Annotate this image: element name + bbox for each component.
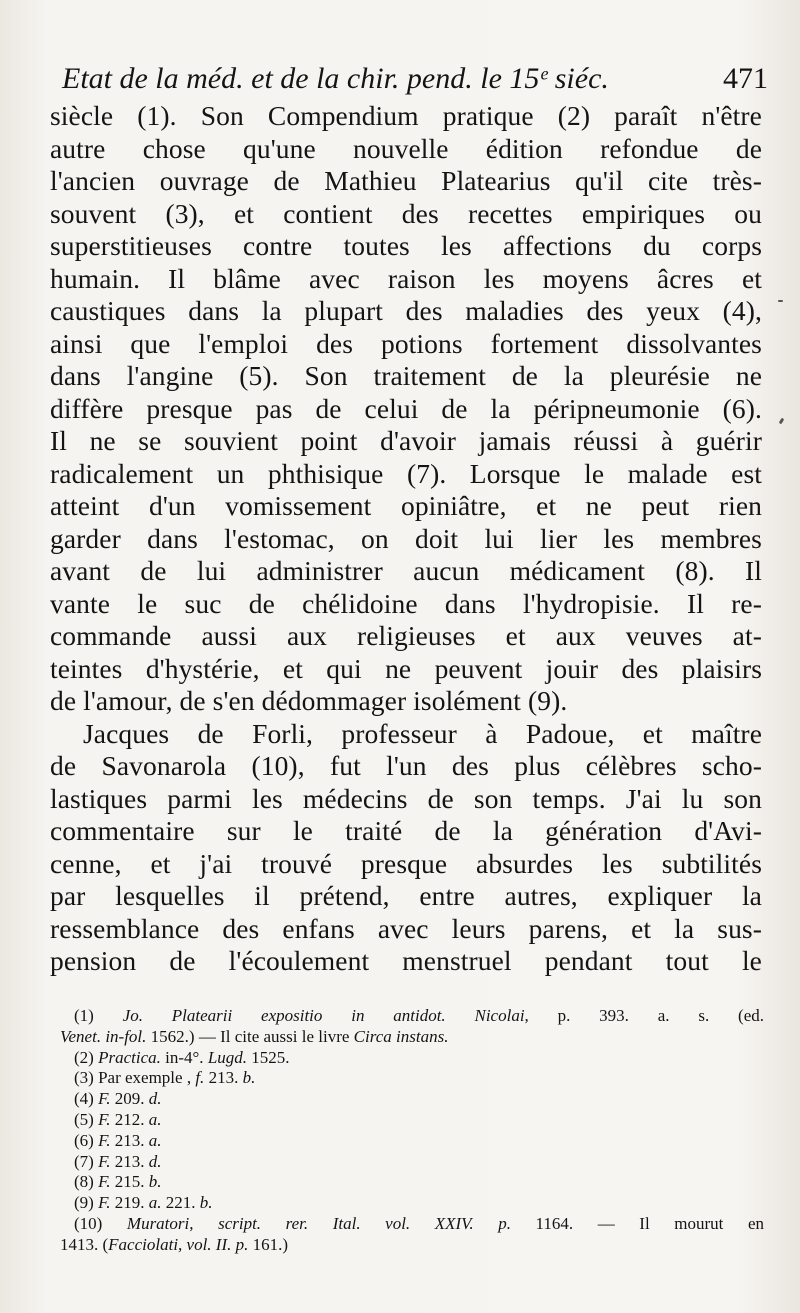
text-line: Jacques de Forli, professeur à Padoue, et maître <box>83 717 762 749</box>
footnote-citation: b. <box>199 1193 213 1213</box>
text-line: siècle (1). Son Compendium pratique (2) paraît n'être <box>50 100 762 131</box>
text-line: diffère presque pas de celui de la péripneumonie (6). <box>50 392 762 424</box>
text-line: radicalement un phthisique (7). Lorsque le malade est <box>50 457 762 489</box>
footnote-citation: Practica. <box>98 1047 161 1067</box>
text-line: par lesquelles il prétend, entre autres, expliquer la <box>50 880 762 911</box>
footnote-citation: Facciolati, vol. II. p. <box>108 1234 249 1254</box>
footnote-8 <box>74 1172 764 1193</box>
footnote-marker: (2) <box>74 1047 94 1067</box>
footnote-citation: F. <box>98 1193 111 1213</box>
footnote-text: 213. <box>204 1068 243 1088</box>
footnote-marker: (6) <box>74 1130 94 1150</box>
footnote-text: , p. 393. a. s. (ed. <box>524 1006 764 1025</box>
text-line: l'ancien ouvrage de Mathieu Platearius qu'il cite très- <box>50 165 762 196</box>
footnote-citation: b. <box>242 1068 256 1088</box>
text-line: dans l'angine (5). Son traitement de la pleurésie ne <box>50 360 762 391</box>
footnote-2 <box>74 1048 764 1069</box>
footnote-5 <box>74 1110 764 1131</box>
footnote-citation: F. <box>98 1130 111 1150</box>
footnote-text: 1562.) — Il cite aussi le livre <box>146 1026 354 1046</box>
text-line: commande aussi aux religieuses et aux veuves at- <box>50 620 762 651</box>
footnote-citation: F. <box>98 1172 111 1192</box>
footnote-7 <box>74 1152 764 1173</box>
ink-speck <box>779 418 785 425</box>
footnote-text: 1413. ( <box>60 1234 109 1254</box>
footnote-text: 212. <box>110 1109 149 1129</box>
body-text <box>50 100 762 978</box>
footnote-text: 1164. — Il mourut en <box>510 1213 764 1233</box>
footnote-marker: (5) <box>74 1109 94 1129</box>
footnote-citation: d. <box>148 1089 162 1109</box>
footnote-text: 213. <box>110 1151 149 1171</box>
text-line: ressemblance des enfans avec leurs parens, et la sus- <box>50 912 762 944</box>
footnote-citation: f. <box>195 1068 205 1088</box>
footnote-citation: F. <box>98 1151 111 1171</box>
footnote-text: 1525. <box>247 1047 290 1067</box>
text-line: cenne, et j'ai trouvé presque absurdes les subtilités <box>50 847 762 879</box>
text-line: commentaire sur le traité de la génération d'Avi- <box>50 815 762 846</box>
footnote-citation: a. <box>148 1130 162 1150</box>
footnote-4 <box>74 1089 764 1110</box>
text-line: de Savonarola (10), fut l'un des plus célèbres scho- <box>50 750 762 781</box>
footnote-citation: Muratori, script. rer. Ital. vol. XXIV. p. <box>126 1213 511 1233</box>
footnote-marker: (8) <box>74 1172 94 1192</box>
footnote-citation: F. <box>98 1089 111 1109</box>
text-line: teintes d'hystérie, et qui ne peuvent jouir des plaisirs <box>50 652 762 684</box>
footnote-citation: Circa instans. <box>353 1026 449 1046</box>
page-number: 471 <box>723 62 768 95</box>
footnote-6 <box>74 1131 764 1152</box>
footnote-9 <box>74 1193 764 1214</box>
text-line: ainsi que l'emploi des potions fortement dissolvantes <box>50 327 762 359</box>
text-line: de l'amour, de s'en dédommager isolément (9). <box>50 685 568 716</box>
footnote-marker: (4) <box>74 1089 94 1109</box>
text-line: atteint d'un vomissement opiniâtre, et ne peut rien <box>50 490 762 521</box>
running-title: Etat de la méd. et de la chir. pend. le 15ᵉ siéc. <box>62 62 609 95</box>
text-line: avant de lui administrer aucun médicament (8). Il <box>50 555 762 586</box>
footnote-10-continued <box>60 1235 764 1256</box>
footnote-citation: a. <box>148 1109 162 1129</box>
footnote-citation: Lugd. <box>207 1047 248 1067</box>
footnote-text: 221. <box>161 1193 200 1213</box>
text-line: caustiques dans la plupart des maladies des yeux (4), <box>50 295 762 326</box>
footnote-3 <box>74 1068 764 1089</box>
footnote-text: 161.) <box>248 1234 289 1254</box>
text-line: pension de l'écoulement menstruel pendant tout le <box>50 945 762 976</box>
footnote-citation: Jo. Platearii expositio in antidot. Nicolai <box>122 1006 525 1025</box>
text-line: autre chose qu'une nouvelle édition refondue de <box>50 132 762 164</box>
footnote-marker: (9) <box>74 1193 94 1213</box>
footnote-text: Par exemple , <box>98 1068 196 1088</box>
running-header <box>62 58 770 100</box>
footnote-1-continued <box>60 1027 764 1048</box>
footnote-marker: (3) <box>74 1068 94 1088</box>
footnote-text: 219. <box>110 1193 149 1213</box>
footnote-1 <box>74 1006 764 1027</box>
text-line: lastiques parmi les médecins de son temps. J'ai lu son <box>50 782 762 814</box>
text-line: superstitieuses contre toutes les affections du corps <box>50 230 762 261</box>
footnote-marker: (10) <box>74 1213 103 1233</box>
footnote-citation: F. <box>98 1109 111 1129</box>
footnote-citation: Venet. in-fol. <box>60 1026 147 1046</box>
ink-speck <box>778 300 783 302</box>
footnote-10 <box>74 1214 764 1235</box>
footnote-marker: (1) <box>74 1006 94 1025</box>
text-line: humain. Il blâme avec raison les moyens âcres et <box>50 262 762 294</box>
footnote-citation: d. <box>148 1151 162 1171</box>
footnote-citation: b. <box>148 1172 162 1192</box>
footnote-text: 215. <box>110 1172 149 1192</box>
text-line: vante le suc de chélidoine dans l'hydropisie. Il re- <box>50 587 762 619</box>
text-line: garder dans l'estomac, on doit lui lier les membres <box>50 522 762 554</box>
text-line: souvent (3), et contient des recettes empiriques ou <box>50 197 762 229</box>
footnote-text: in-4°. <box>160 1047 208 1067</box>
footnote-text: 209. <box>110 1089 149 1109</box>
footnote-marker: (7) <box>74 1151 94 1171</box>
text-line: Il ne se souvient point d'avoir jamais réussi à guérir <box>50 425 762 456</box>
footnote-text: 213. <box>110 1130 149 1150</box>
footnotes <box>60 1006 764 1256</box>
footnote-citation: a. <box>148 1193 162 1213</box>
